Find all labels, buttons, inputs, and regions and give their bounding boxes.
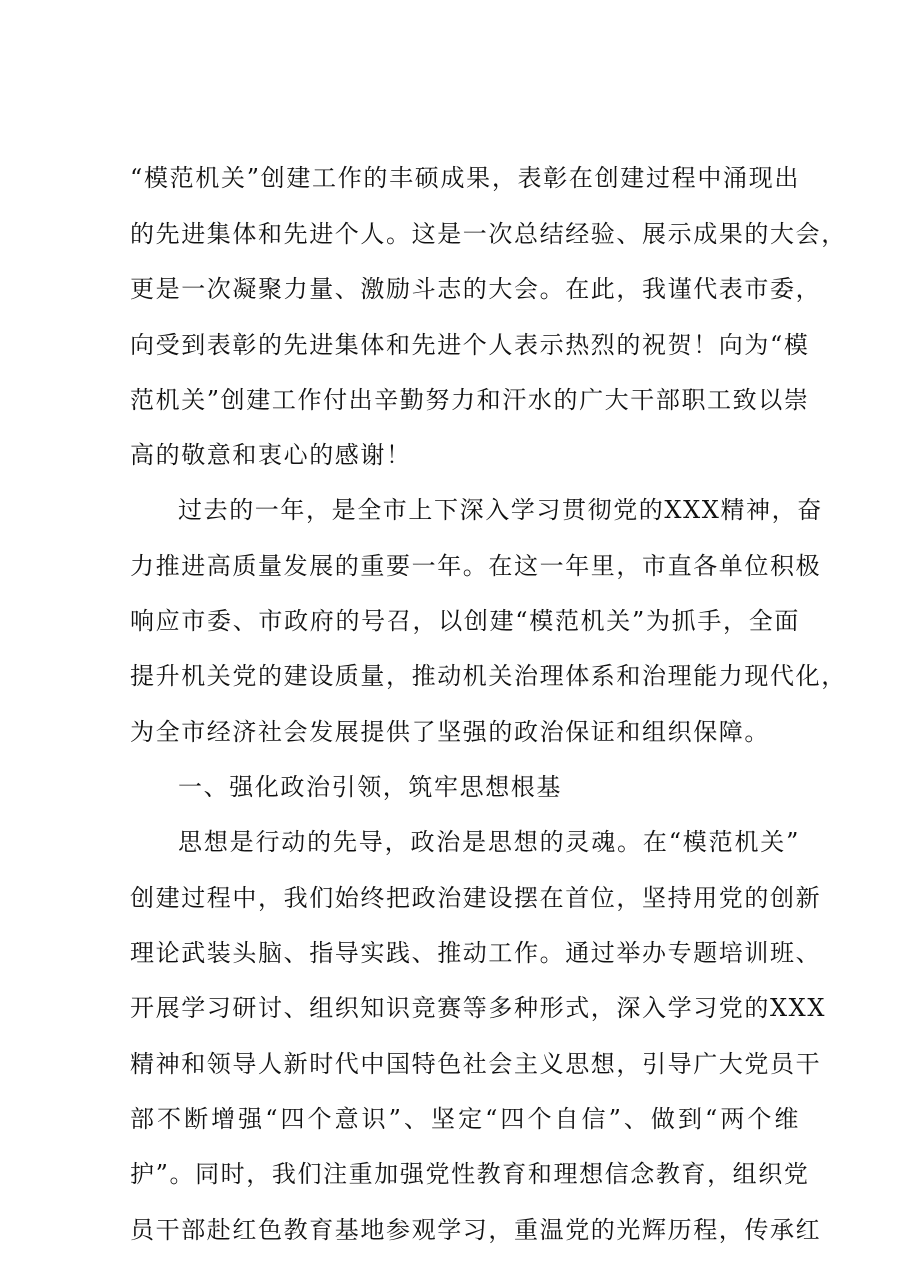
paragraph-3-line-6: 部不断增强“四个意识”、坚定“四个自信”、做到“两个维 [130, 1105, 800, 1133]
paragraph-1-line-4: 向受到表彰的先进集体和先进个人表示热烈的祝贺！向为“模 [130, 331, 810, 359]
paragraph-3-line-2: 创建过程中，我们始终把政治建设摆在首位，坚持用党的创新 [130, 884, 822, 912]
paragraph-2-line-3: 响应市委、市政府的号召，以创建“模范机关”为抓手，全面 [130, 607, 800, 635]
paragraph-3-line-1: 思想是行动的先导，政治是思想的灵魂。在“模范机关” [178, 828, 800, 856]
paragraph-2-line-2: 力推进高质量发展的重要一年。在这一年里，市直各单位积极 [130, 552, 822, 580]
paragraph-3-line-8: 员干部赴红色教育基地参观学习，重温党的光辉历程，传承红 [130, 1216, 822, 1244]
paragraph-3-line-7: 护”。同时，我们注重加强党性教育和理想信念教育，组织党 [130, 1160, 810, 1188]
paragraph-2-line-4: 提升机关党的建设质量，推动机关治理体系和治理能力现代化， [130, 662, 847, 690]
section-heading: 一、强化政治引领，筑牢思想根基 [178, 773, 562, 801]
paragraph-2-line-1: 过去的一年，是全市上下深入学习贯彻党的XXX精神，奋 [178, 496, 823, 524]
paragraph-1-line-3: 更是一次凝聚力量、激励斗志的大会。在此，我谨代表市委， [130, 275, 822, 303]
paragraph-3-line-3: 理论武装头脑、指导实践、推动工作。通过举办专题培训班、 [130, 939, 822, 967]
paragraph-1-line-1: “模范机关”创建工作的丰硕成果，表彰在创建过程中涌现出 [130, 164, 800, 192]
paragraph-2-line-5: 为全市经济社会发展提供了坚强的政治保证和组织保障。 [130, 718, 770, 746]
paragraph-1-line-2: 的先进集体和先进个人。这是一次总结经验、展示成果的大会， [130, 220, 847, 248]
paragraph-1-line-6: 高的敬意和衷心的感谢！ [130, 441, 412, 469]
paragraph-3-line-5: 精神和领导人新时代中国特色社会主义思想，引导广大党员干 [130, 1050, 822, 1078]
paragraph-1-line-5: 范机关”创建工作付出辛勤努力和汗水的广大干部职工致以崇 [130, 386, 810, 414]
paragraph-3-line-4: 开展学习研讨、组织知识竞赛等多种形式，深入学习党的XXX [130, 994, 827, 1022]
